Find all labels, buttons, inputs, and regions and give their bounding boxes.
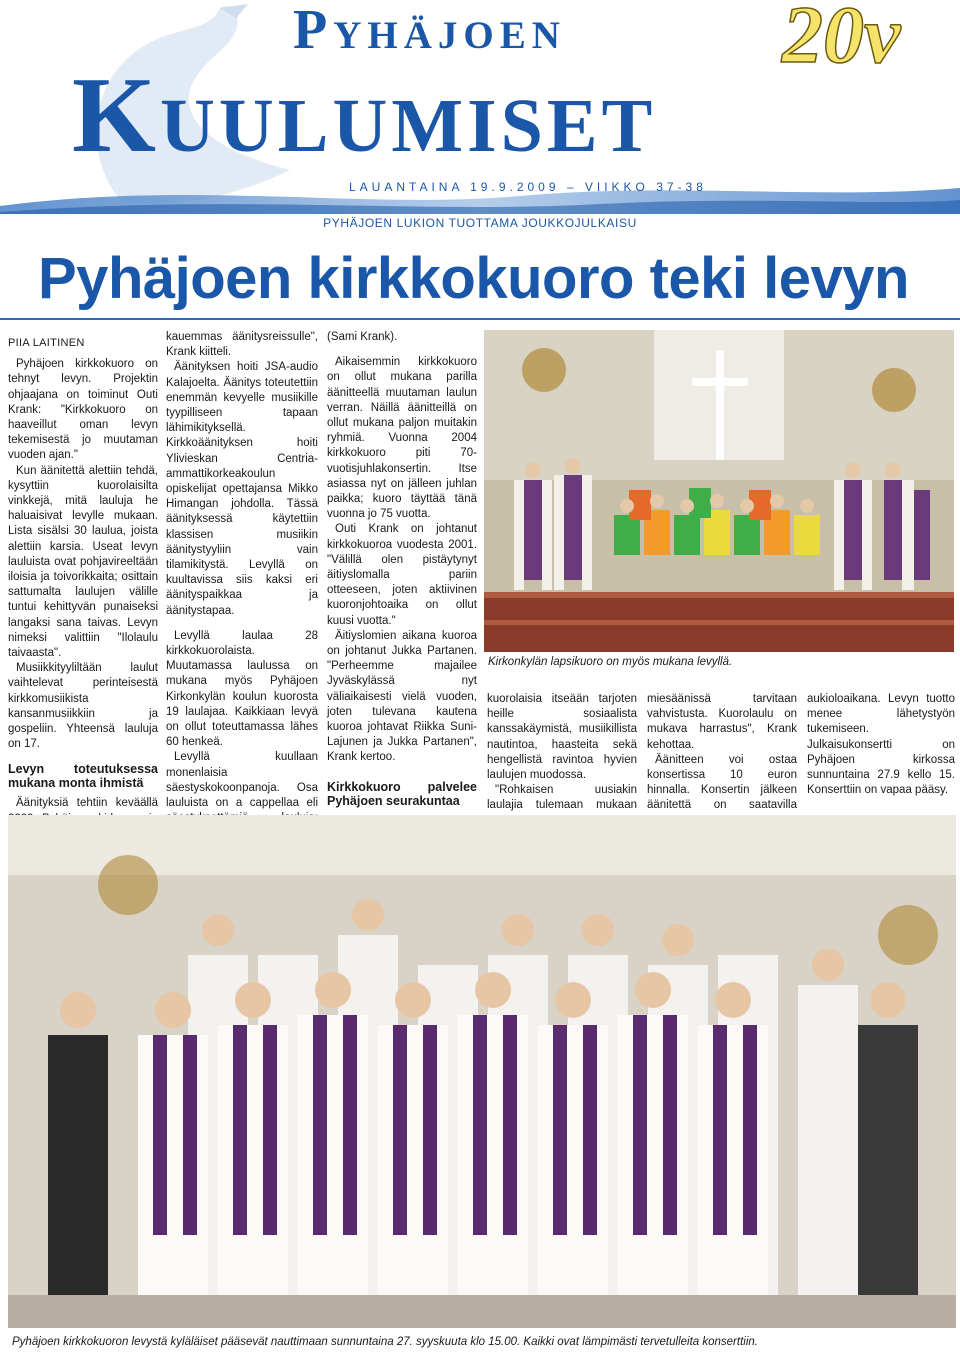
paragraph: Äänitteen voi ostaa konsertissa 10 euron hinnalla. Konsertin jälkeen äänitettä on saatavilla xyxy=(647,753,797,812)
issue-dateline: LAUANTAINA 19.9.2009 – VIIKKO 37-38 xyxy=(349,180,707,194)
anniversary-badge: 20v xyxy=(782,0,901,80)
paragraph: Äitiyslomien aikana kuoroa on johtanut Jukka Partanen. "Perheemme majailee Jyväskylässä nyt väliaikaisesti vielä vuoden, joten tulevana kautena kuoroa johtavat Riikka Suni-Lajunen ja Jukka Partanen", Krank kertoo. xyxy=(327,629,477,764)
masthead-title-line1: Pyhäjoen xyxy=(293,0,566,61)
church-choir-photo xyxy=(8,815,956,1328)
photo-caption-church-choir: Pyhäjoen kirkkokuoron levystä kyläläiset pääsevät nauttimaan sunnuntaina 27. syyskuuta klo 15.00. Kaikki ovat lämpimästi tervetulleita konserttiin. xyxy=(12,1336,758,1348)
paragraph: aukioloaikana. Levyn tuotto menee lähetystyön tukemiseen. Julkaisukonsertti on Pyhäjoen kirkossa sunnuntaina 27.9 kello 15. Konserttiin on vapaa pääsy. xyxy=(807,693,955,797)
paragraph: Äänityksiä tehtiin keväällä xyxy=(16,797,158,810)
paragraph: Kun äänitettä alettiin tehdä, kysyttiin kuorolaisilta vinkkejä, mitä lauluja he haluaisivat levylle mukaan. Lista sisälsi 30 laulua, joista alettiin karsia. Useat levyn lauluista ovat pohjavireeltään iloisia ja toivorikkaita; osittain sattumalta laulujen välille tuntui kehittyvän punaiseksi langaksi sana taivas. Levyn nimeksi valittiin "Ilolaulu taivaasta". xyxy=(8,464,158,660)
paragraph: Levyllä kuullaan monenlaisia säestyskokoonpanoja. Osa lauluista on a cappellaa eli xyxy=(166,751,318,810)
publisher-line: PYHÄJOEN LUKION TUOTTAMA JOUKKOJULKAISU xyxy=(323,216,637,230)
article-column-6 xyxy=(807,692,955,798)
article-headline: Pyhäjoen kirkkokuoro teki levyn xyxy=(38,246,909,311)
church-choir-photo-illustration xyxy=(8,815,956,1328)
paragraph: Levyllä laulaa 28 kirkkokuorolaista. Muutamassa laulussa on mukana myös Pyhäjoen Kirkonkylän koulun kuorosta 19 laulajaa. Kaikkiaan levyä on ollut toteuttamassa lähes 60 henkeä. xyxy=(166,629,318,749)
childrens-choir-photo-illustration xyxy=(484,330,954,652)
photo-caption-childrens-choir: Kirkonkylän lapsikuoro on myös mukana levyllä. xyxy=(488,656,733,668)
byline: PIIA LAITINEN xyxy=(8,337,85,349)
paragraph: miesäänissä tarvitaan vahvistusta. Kuorolaulu on mukava harrastus", Krank kehottaa. xyxy=(647,693,797,751)
subheading: Levyn toteutuksessa mukana monta ihmistä xyxy=(8,762,158,791)
paragraph: (Sami Krank). xyxy=(327,331,398,343)
subheading: Kirkkokuoro palvelee Pyhäjoen seurakuntaa xyxy=(327,779,477,808)
paragraph: "Rohkaisen uusiakin laulajia tulemaan mukaan xyxy=(487,784,637,812)
paragraph: Aikaisemmin kirkkokuoro on ollut mukana parilla äänitteellä muutaman laulun verran. Näillä äänitteillä on ollut mukana paljon muitakin ryhmiä. Vuonna 2004 kirkkokuoro piti 70-vuotisjuhlakonsertin. Itse asiassa nyt on jälleen juhlan paikka; kuoro täyttää tänä vuonna jo 75 vuotta. xyxy=(327,356,477,521)
masthead xyxy=(0,0,960,238)
headline-divider xyxy=(0,318,960,320)
paragraph: kauemmas äänitysreissulle", Krank kiitteli. xyxy=(166,331,318,359)
paragraph: kuorolaisia itseään tarjoten heille sosiaalista kanssakäymistä, musiikillista nautintoa, haasteita sekä hengellistä ravintoa hyvien laulujen muodossa. xyxy=(487,693,637,782)
masthead-title-line2: Kuulumiset xyxy=(72,56,657,175)
paragraph: Outi Krank on johtanut kirkkokuoroa vuodesta 2001. "Välillä olen pistäytynyt äitiyslomalla pariin otteeseen, joten aktiivinen kuoronjohtoaika on ollut kuusi vuotta." xyxy=(327,523,477,627)
paragraph: Pyhäjoen kirkkokuoro on tehnyt levyn. Projektin ohjaajana on toiminut Outi Krank: "Kirkkokuoro on haaveillut oman levyn tekemisestä jo muutaman vuoden ajan." xyxy=(8,358,158,462)
childrens-choir-photo xyxy=(484,330,954,652)
paragraph: Musiikkityyliltään laulut vaihtelevat perinteisestä kirkkomusiikista kansanmusiikkiin ja gospeliin. Yhteensä lauluja on 17. xyxy=(8,662,158,751)
paragraph: Äänityksen hoiti JSA-audio Kalajoelta. Äänitys toteutettiin enemmän kevyelle musiikille tyypilliseen tapaan lähimikityksellä. Kirkkoäänityksen hoiti Ylivieskan Centria-ammattikorkeakoulun opiskelijat opettajansa Mikko Himangan johdolla. Tässä äänityksessä käytettiin klassisen musiikin äänitystyyliin vain tilamikitystä. Levyllä on kuultavissa siis kaksi eri äänityspaikkaa ja äänitystapaa. xyxy=(166,361,318,617)
